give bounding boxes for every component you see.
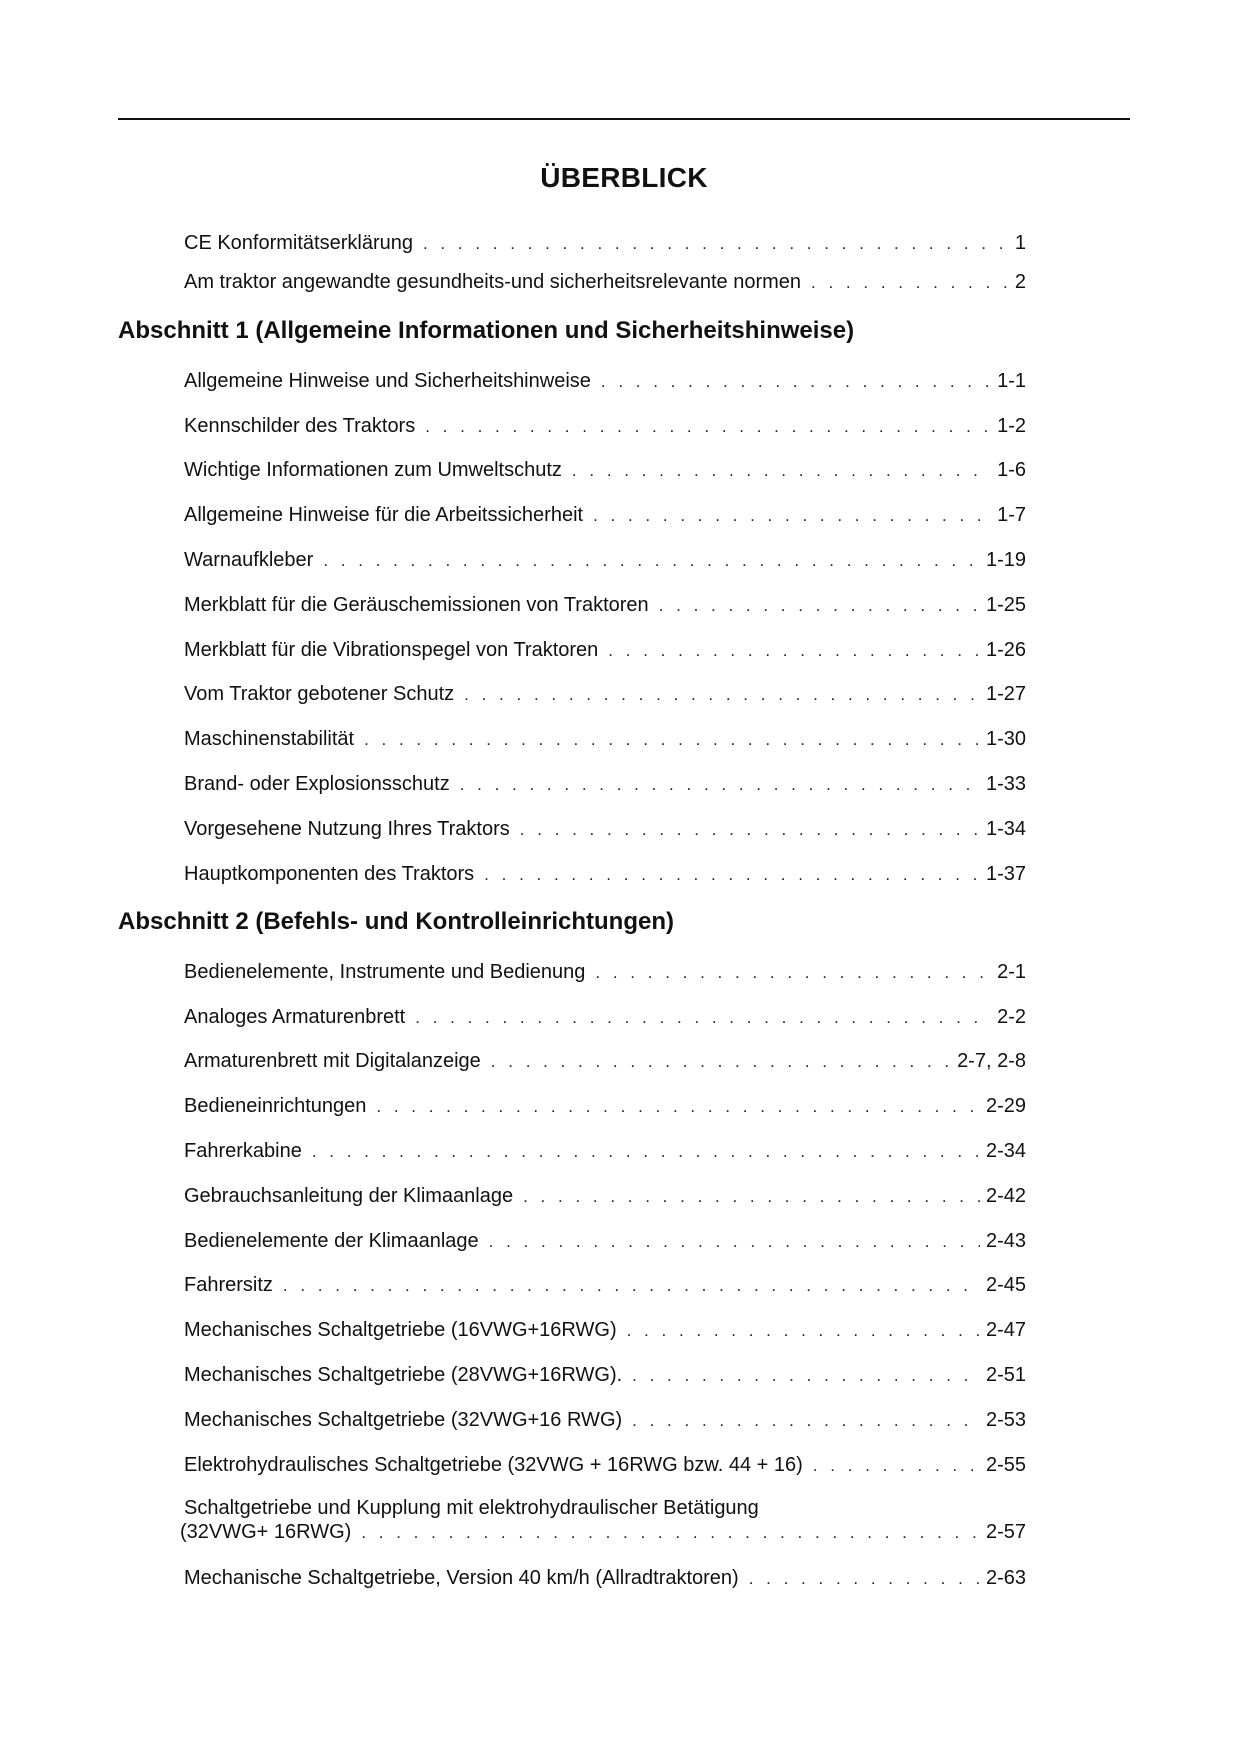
dot-leader [312, 1141, 980, 1163]
toc-entry[interactable] [184, 766, 1026, 796]
dot-leader [460, 774, 980, 796]
toc-entry-page: 2-1 [997, 961, 1026, 983]
toc-entry-text: Warnaufkleber [184, 549, 314, 571]
toc-entry-page: 2-51 [985, 1364, 1026, 1386]
toc-entry-two-line[interactable] [180, 1496, 1026, 1544]
dot-leader [593, 505, 991, 527]
dot-leader [415, 1007, 991, 1029]
toc-entry-text: Fahrerkabine [184, 1140, 302, 1162]
toc-entry-text: Kennschilder des Traktors [184, 415, 416, 437]
toc-entry-page: 2-57 [985, 1521, 1026, 1543]
toc-entry[interactable] [184, 999, 1026, 1029]
toc-entry[interactable] [184, 1223, 1026, 1253]
toc-entry-text-line2: (32VWG+ 16RWG) [180, 1521, 352, 1543]
toc-entry[interactable] [184, 452, 1026, 482]
toc-entry-text: Mechanisches Schaltgetriebe (16VWG+16RWG) [184, 1319, 617, 1341]
dot-leader [491, 1051, 951, 1073]
toc-entry-page: 2-2 [997, 1006, 1026, 1028]
toc-entry-text: Maschinenstabilität [184, 728, 355, 750]
dot-leader [595, 962, 991, 984]
toc-entry[interactable] [184, 587, 1026, 617]
toc-entry-page: 1-19 [985, 549, 1026, 571]
toc-entry-text: Bedienelemente, Instrumente und Bedienung [184, 961, 586, 983]
dot-leader [659, 595, 980, 617]
toc-entry-page: 1-27 [985, 683, 1026, 705]
dot-leader [489, 1231, 980, 1253]
toc-entry-normen[interactable] [184, 264, 1026, 294]
toc-entry-text: Vom Traktor gebotener Schutz [184, 683, 455, 705]
toc-entry-page: 1-30 [985, 728, 1026, 750]
toc-entry-text: Armaturenbrett mit Digitalanzeige [184, 1050, 481, 1072]
toc-entry-text: Gebrauchsanleitung der Klimaanlage [184, 1185, 514, 1207]
toc-entry[interactable] [184, 542, 1026, 572]
toc-entry-text: Fahrersitz [184, 1274, 273, 1296]
toc-entry-text: Merkblatt für die Geräuschemissionen von Traktoren [184, 594, 649, 616]
toc-entry-text: Mechanische Schaltgetriebe, Version 40 km/h (Allradtraktoren) [184, 1567, 739, 1589]
dot-leader [813, 1455, 980, 1477]
dot-leader [361, 1522, 980, 1544]
toc-entry-page: 1-34 [985, 818, 1026, 840]
toc-entry-text: Vorgesehene Nutzung Ihres Traktors [184, 818, 510, 840]
dot-leader [520, 819, 980, 841]
toc-entry[interactable] [184, 1088, 1026, 1118]
toc-entry[interactable] [184, 811, 1026, 841]
toc-entry-text: Hauptkomponenten des Traktors [184, 863, 475, 885]
toc-entry-page: 2 [1014, 271, 1026, 293]
toc-entry[interactable] [184, 721, 1026, 751]
dot-leader [632, 1410, 980, 1432]
toc-entry-text: Mechanisches Schaltgetriebe (32VWG+16 RWG) [184, 1409, 623, 1431]
toc-entry[interactable] [184, 1133, 1026, 1163]
dot-leader [523, 1186, 980, 1208]
toc-entry-page: 1-7 [997, 504, 1026, 526]
dot-leader [811, 272, 1009, 294]
toc-entry-page: 2-7, 2-8 [957, 1050, 1026, 1072]
toc-entry-text: Am traktor angewandte gesundheits-und sicherheitsrelevante normen [184, 271, 802, 293]
page-title: ÜBERBLICK [540, 162, 708, 193]
toc-entry-page: 2-55 [985, 1454, 1026, 1476]
dot-leader [608, 640, 980, 662]
dot-leader [364, 729, 980, 751]
toc-entry-page: 1-2 [997, 415, 1026, 437]
dot-leader [627, 1320, 980, 1342]
toc-entry-page: 2-45 [985, 1274, 1026, 1296]
dot-leader [283, 1275, 980, 1297]
toc-entry-page: 1 [1014, 232, 1026, 254]
toc-entry[interactable] [184, 408, 1026, 438]
toc-entry-page: 2-47 [985, 1319, 1026, 1341]
toc-entry[interactable] [184, 1447, 1026, 1477]
section-heading-2: Abschnitt 2 (Befehls- und Kontrolleinrichtungen) [118, 908, 674, 935]
toc-entry[interactable] [184, 363, 1026, 393]
toc-entry-text-line1: Schaltgetriebe und Kupplung mit elektrohydraulischer Betätigung [184, 1497, 759, 1519]
section-heading-1: Abschnitt 1 (Allgemeine Informationen und Sicherheitshinweise) [118, 317, 855, 344]
toc-entry[interactable] [184, 676, 1026, 706]
toc-entry-text: Brand- oder Explosionsschutz [184, 773, 450, 795]
dot-leader [632, 1365, 980, 1387]
toc-entry-text: Bedieneinrichtungen [184, 1095, 367, 1117]
toc-entry-text: CE Konformitätserklärung [184, 232, 413, 254]
toc-entry-page: 2-53 [985, 1409, 1026, 1431]
toc-entry[interactable] [184, 954, 1026, 984]
toc-entry-text: Allgemeine Hinweise für die Arbeitssicherheit [184, 504, 584, 526]
toc-entry[interactable] [184, 497, 1026, 527]
toc-entry-page: 1-25 [985, 594, 1026, 616]
toc-entry-text: Allgemeine Hinweise und Sicherheitshinweise [184, 370, 591, 392]
toc-entry-page: 2-43 [985, 1230, 1026, 1252]
toc-entry-page: 2-29 [985, 1095, 1026, 1117]
toc-entry-page: 1-26 [985, 639, 1026, 661]
dot-leader [484, 864, 980, 886]
toc-entry-page: 2-42 [985, 1185, 1026, 1207]
toc-entry[interactable] [184, 1267, 1026, 1297]
dot-leader [572, 460, 991, 482]
toc-entry[interactable] [184, 856, 1026, 886]
dot-leader [749, 1568, 980, 1590]
toc-entry-page: 1-6 [997, 459, 1026, 481]
dot-leader [423, 233, 1009, 255]
dot-leader [425, 416, 991, 438]
toc-entry[interactable] [184, 1560, 1026, 1590]
dot-leader [323, 550, 980, 572]
toc-entry-text: Wichtige Informationen zum Umweltschutz [184, 459, 562, 481]
toc-entry-page: 1-33 [985, 773, 1026, 795]
dot-leader [464, 684, 980, 706]
toc-entry-page: 1-1 [997, 370, 1026, 392]
toc-entry-line2 [180, 1520, 1026, 1544]
toc-entry[interactable] [184, 1357, 1026, 1387]
toc-entry[interactable] [184, 1178, 1026, 1208]
toc-entry[interactable] [184, 1043, 1026, 1073]
toc-entry-text: Elektrohydraulisches Schaltgetriebe (32VWG + 16RWG bzw. 44 + 16) [184, 1454, 803, 1476]
toc-entry-ce-konformitaet[interactable] [184, 225, 1026, 255]
toc-entry[interactable] [184, 1402, 1026, 1432]
toc-entry[interactable] [184, 1312, 1026, 1342]
toc-entry-text: Mechanisches Schaltgetriebe (28VWG+16RWG). [184, 1364, 623, 1386]
toc-entry-text: Analoges Armaturenbrett [184, 1006, 406, 1028]
dot-leader [601, 371, 991, 393]
toc-entry-text: Merkblatt für die Vibrationspegel von Traktoren [184, 639, 599, 661]
toc-entry-page: 2-34 [985, 1140, 1026, 1162]
dot-leader [376, 1096, 980, 1118]
toc-entry-text: Bedienelemente der Klimaanlage [184, 1230, 479, 1252]
toc-entry[interactable] [184, 632, 1026, 662]
toc-entry-page: 1-37 [985, 863, 1026, 885]
toc-entry-page: 2-63 [985, 1567, 1026, 1589]
header-rule [118, 118, 1130, 120]
